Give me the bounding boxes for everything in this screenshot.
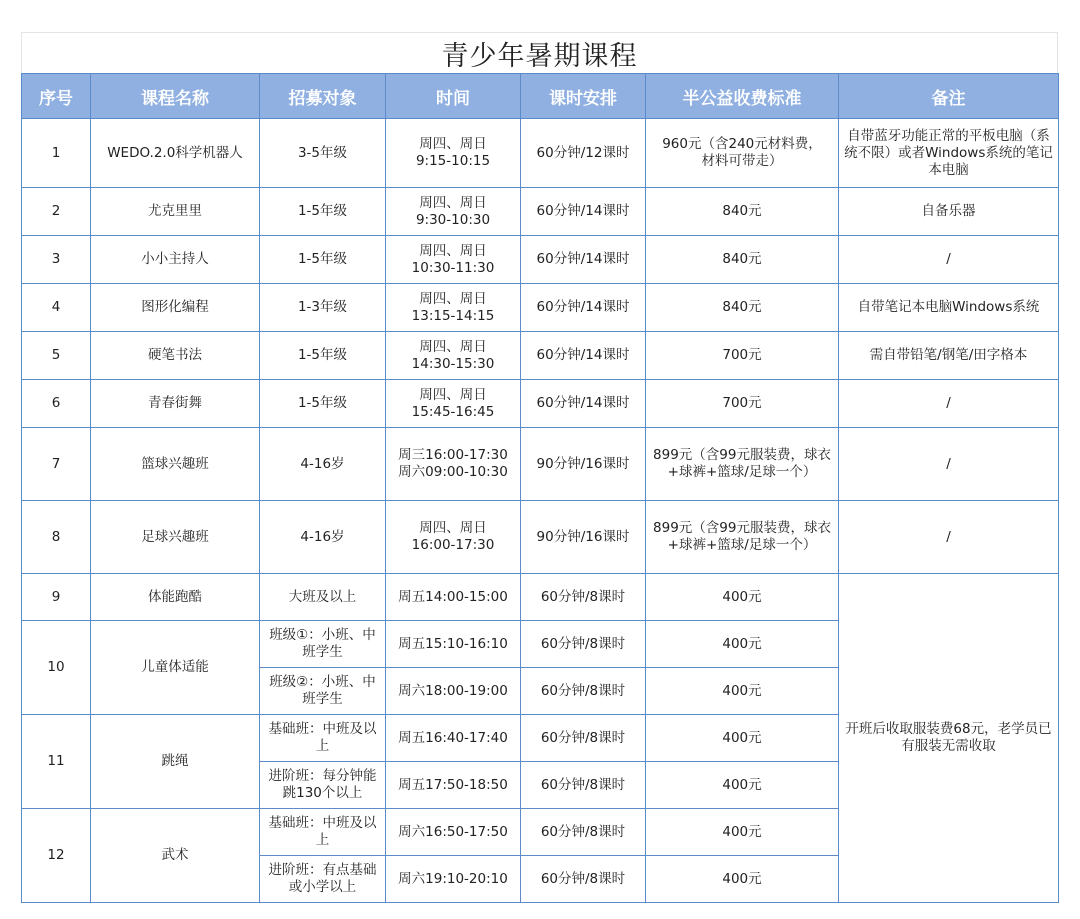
- cell-fee: 840元: [646, 188, 839, 236]
- cell-time: 周五15:10-16:10: [386, 621, 521, 668]
- cell-target: 基础班：中班及以上: [260, 715, 386, 762]
- cell-no: 9: [22, 574, 91, 621]
- cell-target: 班级①：小班、中班学生: [260, 621, 386, 668]
- cell-target: 基础班：中班及以上: [260, 809, 386, 856]
- cell-time: 周六19:10-20:10: [386, 856, 521, 903]
- cell-fee: 899元（含99元服装费，球衣+球裤+篮球/足球一个）: [646, 428, 839, 501]
- cell-name: 足球兴趣班: [91, 501, 260, 574]
- header-name: 课程名称: [91, 74, 260, 119]
- cell-fee: 700元: [646, 332, 839, 380]
- cell-no: 5: [22, 332, 91, 380]
- cell-time: 周四、周日 10:30-11:30: [386, 236, 521, 284]
- cell-target: 进阶班：有点基础或小学以上: [260, 856, 386, 903]
- sheet-title: 青少年暑期课程: [21, 32, 1058, 73]
- table-row: [22, 501, 1059, 574]
- cell-no: 8: [22, 501, 91, 574]
- header-fee: 半公益收费标准: [646, 74, 839, 119]
- cell-name: WEDO.2.0科学机器人: [91, 119, 260, 188]
- cell-time: 周四、周日 14:30-15:30: [386, 332, 521, 380]
- cell-hours: 60分钟/8课时: [521, 809, 646, 856]
- course-sheet: [21, 32, 1058, 903]
- cell-hours: 60分钟/14课时: [521, 236, 646, 284]
- cell-no: 6: [22, 380, 91, 428]
- cell-time: 周五17:50-18:50: [386, 762, 521, 809]
- cell-hours: 60分钟/14课时: [521, 284, 646, 332]
- cell-no: 7: [22, 428, 91, 501]
- cell-time: 周四、周日 9:15-10:15: [386, 119, 521, 188]
- cell-fee: 400元: [646, 621, 839, 668]
- cell-target: 1-5年级: [260, 332, 386, 380]
- table-row: [22, 119, 1059, 188]
- cell-no: 2: [22, 188, 91, 236]
- cell-note: 自带蓝牙功能正常的平板电脑（系统不限）或者Windows系统的笔记本电脑: [839, 119, 1059, 188]
- cell-no: 11: [22, 715, 91, 809]
- cell-name: 儿童体适能: [91, 621, 260, 715]
- cell-fee: 400元: [646, 809, 839, 856]
- cell-hours: 60分钟/8课时: [521, 856, 646, 903]
- cell-fee: 400元: [646, 762, 839, 809]
- cell-hours: 90分钟/16课时: [521, 501, 646, 574]
- cell-name: 青春街舞: [91, 380, 260, 428]
- cell-note-merged: 开班后收取服装费68元，老学员已有服装无需收取: [839, 574, 1059, 903]
- cell-target: 1-5年级: [260, 188, 386, 236]
- cell-target: 4-16岁: [260, 428, 386, 501]
- cell-note: 需自带铅笔/钢笔/田字格本: [839, 332, 1059, 380]
- cell-fee: 400元: [646, 668, 839, 715]
- cell-hours: 60分钟/8课时: [521, 715, 646, 762]
- cell-target: 进阶班：每分钟能跳130个以上: [260, 762, 386, 809]
- cell-fee: 840元: [646, 236, 839, 284]
- cell-no: 12: [22, 809, 91, 903]
- cell-note: 自备乐器: [839, 188, 1059, 236]
- cell-time: 周四、周日 15:45-16:45: [386, 380, 521, 428]
- header-hours: 课时安排: [521, 74, 646, 119]
- header-time: 时间: [386, 74, 521, 119]
- cell-time: 周四、周日 13:15-14:15: [386, 284, 521, 332]
- cell-hours: 60分钟/8课时: [521, 621, 646, 668]
- cell-hours: 60分钟/14课时: [521, 188, 646, 236]
- cell-fee: 899元（含99元服装费，球衣+球裤+篮球/足球一个）: [646, 501, 839, 574]
- cell-name: 图形化编程: [91, 284, 260, 332]
- cell-note: /: [839, 501, 1059, 574]
- cell-name: 武术: [91, 809, 260, 903]
- course-table: [21, 73, 1059, 903]
- table-row: [22, 188, 1059, 236]
- cell-note: /: [839, 380, 1059, 428]
- cell-time: 周三16:00-17:30 周六09:00-10:30: [386, 428, 521, 501]
- table-row: [22, 236, 1059, 284]
- cell-name: 跳绳: [91, 715, 260, 809]
- cell-fee: 700元: [646, 380, 839, 428]
- cell-hours: 90分钟/16课时: [521, 428, 646, 501]
- cell-time: 周四、周日 9:30-10:30: [386, 188, 521, 236]
- cell-name: 体能跑酷: [91, 574, 260, 621]
- cell-note: 自带笔记本电脑Windows系统: [839, 284, 1059, 332]
- cell-hours: 60分钟/8课时: [521, 574, 646, 621]
- cell-hours: 60分钟/14课时: [521, 332, 646, 380]
- cell-hours: 60分钟/8课时: [521, 762, 646, 809]
- cell-hours: 60分钟/14课时: [521, 380, 646, 428]
- cell-fee: 400元: [646, 856, 839, 903]
- cell-note: /: [839, 236, 1059, 284]
- cell-target: 班级②：小班、中班学生: [260, 668, 386, 715]
- cell-target: 1-5年级: [260, 380, 386, 428]
- cell-hours: 60分钟/8课时: [521, 668, 646, 715]
- cell-no: 4: [22, 284, 91, 332]
- cell-name: 小小主持人: [91, 236, 260, 284]
- cell-target: 1-3年级: [260, 284, 386, 332]
- cell-no: 1: [22, 119, 91, 188]
- table-row: [22, 380, 1059, 428]
- header-no: 序号: [22, 74, 91, 119]
- cell-fee: 400元: [646, 715, 839, 762]
- cell-fee: 840元: [646, 284, 839, 332]
- cell-target: 4-16岁: [260, 501, 386, 574]
- cell-note: /: [839, 428, 1059, 501]
- cell-time: 周五14:00-15:00: [386, 574, 521, 621]
- cell-name: 篮球兴趣班: [91, 428, 260, 501]
- cell-name: 硬笔书法: [91, 332, 260, 380]
- cell-fee: 400元: [646, 574, 839, 621]
- cell-target: 3-5年级: [260, 119, 386, 188]
- cell-time: 周四、周日 16:00-17:30: [386, 501, 521, 574]
- cell-no: 10: [22, 621, 91, 715]
- cell-no: 3: [22, 236, 91, 284]
- table-row: [22, 428, 1059, 501]
- header-row: [22, 74, 1059, 119]
- table-row: [22, 332, 1059, 380]
- table-row: [22, 284, 1059, 332]
- cell-time: 周六16:50-17:50: [386, 809, 521, 856]
- cell-target: 大班及以上: [260, 574, 386, 621]
- cell-time: 周五16:40-17:40: [386, 715, 521, 762]
- cell-hours: 60分钟/12课时: [521, 119, 646, 188]
- cell-target: 1-5年级: [260, 236, 386, 284]
- table-row: [22, 574, 1059, 621]
- cell-name: 尤克里里: [91, 188, 260, 236]
- cell-fee: 960元（含240元材料费， 材料可带走）: [646, 119, 839, 188]
- header-target: 招募对象: [260, 74, 386, 119]
- cell-time: 周六18:00-19:00: [386, 668, 521, 715]
- header-note: 备注: [839, 74, 1059, 119]
